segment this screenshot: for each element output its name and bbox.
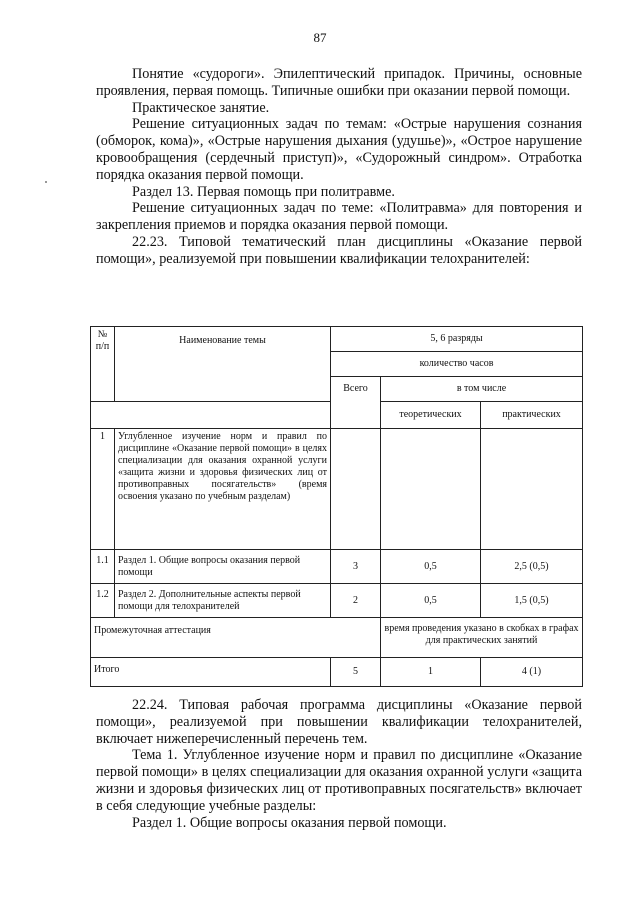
total-theoretical: 1 [381,658,481,687]
paragraph-polytrauma: Решение ситуационных задач по теме: «Политравма» для повторения и закрепления приемов и порядка оказания первой помощи. [96,200,582,234]
thematic-plan-table [90,326,583,687]
row-practical: 2,5 (0,5) [481,550,583,584]
header-theoretical: теоретических [381,402,481,429]
row-topic-name: Раздел 2. Дополнительные аспекты первой помощи для телохранителей [115,584,331,618]
bottom-text-block [96,697,582,831]
paragraph-situational-tasks: Решение ситуационных задач по темам: «Острые нарушения сознания (обморок, кома)», «Острые нарушения дыхания (удушье)», «Острое нарушение кровообращения (сердечный приступ)», «Судорожный синдром». Отработка порядка оказания первой помощи. [96,116,582,183]
row-theoretical: 0,5 [381,584,481,618]
attestation-note: время проведения указано в скобках в графах для практических занятий [381,618,583,658]
row-theoretical: 0,5 [381,550,481,584]
total-practical: 4 (1) [481,658,583,687]
paragraph-22-24: 22.24. Типовая рабочая программа дисциплины «Оказание первой помощи», реализуемой при повышении квалификации телохранителей, включает нижеперечисленный перечень тем. [96,697,582,747]
header-hours: количество часов [331,352,583,377]
paragraph-section-1: Раздел 1. Общие вопросы оказания первой помощи. [132,814,447,831]
table-row [91,429,583,550]
header-total: Всего [331,377,381,429]
paragraph-topic-1: Тема 1. Углубленное изучение норм и правил по дисциплине «Оказание первой помощи» в целях специализации для оказания охранной услуги «защита жизни и здоровья физических лиц от противоправных посягательств» включает в себя следующие учебные разделы: [96,747,582,814]
paragraph-seizures: Понятие «судороги». Эпилептический припадок. Причины, основные проявления, первая помощь. Типичные ошибки при оказании первой помощи. [96,66,582,99]
row-topic-name: Углубленное изучение норм и правил по дисциплине «Оказание первой помощи» в целях специализации для оказания охранной услуги «защита жизни и здоровья физических лиц от противоправных посягательств» (время освоения указано по учебным разделам) [115,429,331,550]
paragraph-practical: Практическое занятие. [132,99,270,116]
row-num: 1.2 [91,584,115,618]
total-label: Итого [91,658,331,687]
row-theoretical [381,429,481,550]
scan-dot-mark [45,181,47,183]
paragraph-section-13: Раздел 13. Первая помощь при политравме. [132,183,395,200]
header-practical: практических [481,402,583,429]
header-including: в том числе [381,377,583,402]
row-total [331,429,381,550]
row-practical: 1,5 (0,5) [481,584,583,618]
page-number: 87 [313,30,327,45]
header-num: № п/п [91,327,115,402]
header-topic-name: Наименование темы [115,327,331,402]
row-total: 3 [331,550,381,584]
attestation-label: Промежуточная аттестация [91,618,381,658]
table-row [91,584,583,618]
row-num: 1 [91,429,115,550]
table-row [91,550,583,584]
total-row [91,658,583,687]
row-practical [481,429,583,550]
top-text-block [96,66,582,268]
header-ranks: 5, 6 разряды [331,327,583,352]
table-header-row [91,327,583,352]
total-hours: 5 [331,658,381,687]
row-topic-name: Раздел 1. Общие вопросы оказания первой помощи [115,550,331,584]
row-total: 2 [331,584,381,618]
attestation-row [91,618,583,658]
row-num: 1.1 [91,550,115,584]
paragraph-22-23: 22.23. Типовой тематический план дисциплины «Оказание первой помощи», реализуемой при повышении квалификации телохранителей: [96,233,582,267]
